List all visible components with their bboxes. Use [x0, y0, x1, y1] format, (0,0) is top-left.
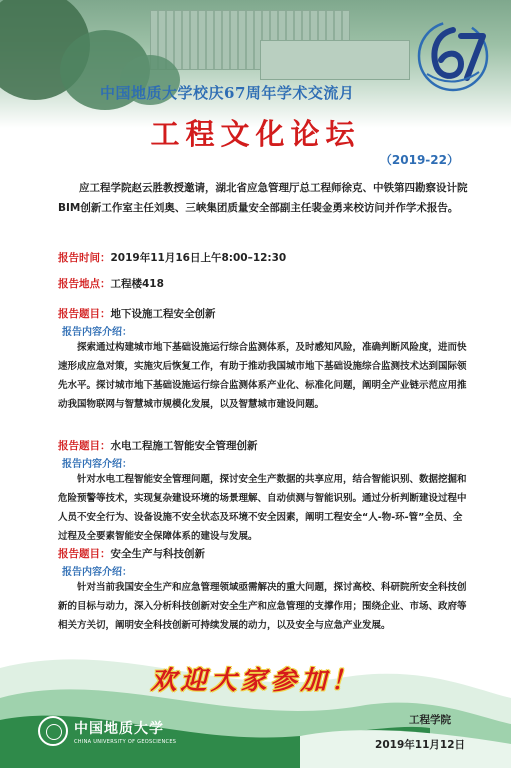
page-title: 工程文化论坛: [150, 117, 361, 151]
topic-title: 安全生产与科技创新: [110, 548, 205, 560]
signoff-date: 2019年11月12日: [375, 739, 465, 751]
topic-heading: [58, 546, 468, 561]
report-place-value: 工程楼418: [110, 278, 164, 290]
intro-paragraph: 应工程学院赵云胜教授邀请，湖北省应急管理厅总工程师徐克、中铁第四勘察设计院BIM创新工作室主任刘奥、三峡集团质量安全部副主任裴金勇来校访问并作学术报告。: [58, 182, 468, 214]
event-subtitle: 中国地质大学校庆67周年学术交流月: [100, 84, 355, 102]
report-time-label: 报告时间：: [58, 252, 111, 264]
topic-label: 报告题目：: [58, 548, 111, 560]
signoff-department: 工程学院: [409, 714, 451, 726]
report-place: [58, 276, 164, 291]
welcome-banner: 欢迎大家参加！: [150, 666, 361, 696]
topic-body: 针对当前我国安全生产和应急管理领域亟需解决的重大问题，探讨高校、科研院所安全科技创新的目标与动力，深入分析科技创新对安全生产和应急管理的支撑作用；围绕企业、市场、政府等相关方关切，阐明安全科技创新可持续发展的动力，以及安全与应急产业发展。: [58, 582, 467, 631]
topic-1: [58, 306, 468, 414]
topic-heading: [58, 438, 468, 453]
university-logo: [38, 716, 176, 746]
topic-title: 地下设施工程安全创新: [110, 308, 216, 320]
topic-intro-label: 报告内容介绍：: [62, 567, 132, 578]
topic-label: 报告题目：: [58, 308, 111, 320]
report-time-value: 2019年11月16日上午8:00–12:30: [110, 252, 287, 264]
topic-title: 水电工程施工智能安全管理创新: [110, 440, 258, 452]
issue-number: （2019-22）: [379, 153, 459, 167]
topic-3: [58, 546, 468, 635]
topic-body: 针对水电工程智能安全管理问题，探讨安全生产数据的共享应用，结合智能识别、数据挖掘和危险预警等技术，实现复杂建设环境的场景理解、自动侦测与智能识别。通过分析判断建设过程中人员不安全行为、设备设施不安全状态及环境不安全因素，阐明工程安全“人-物-环-管”全员、全过程及全要素智能安全保障体系的建设与发展。: [58, 474, 467, 542]
university-seal-icon: [38, 716, 68, 746]
report-time: [58, 250, 286, 265]
topic-intro-label: 报告内容介绍：: [62, 459, 132, 470]
topic-intro-label: 报告内容介绍：: [62, 327, 132, 338]
topic-heading: [58, 306, 468, 321]
university-name-cn: 中国地质大学: [74, 720, 164, 737]
signoff: [375, 712, 465, 752]
topic-2: [58, 438, 468, 546]
university-name-en: CHINA UNIVERSITY OF GEOSCIENCES: [74, 738, 177, 745]
university-name: [74, 718, 176, 745]
report-place-label: 报告地点：: [58, 278, 111, 290]
topic-label: 报告题目：: [58, 440, 111, 452]
building-block: [260, 40, 410, 80]
topic-body: 探索通过构建城市地下基础设施运行综合监测体系，及时感知风险，准确判断风险度，进而快速形成应急对策，实施灾后恢复工作，有助于推动我国城市地下基础设施综合监测技术达到国际领先水平。探讨城市地下基础设施运行综合监测体系产业化、标准化问题，阐明全产业链示范应用推动我国物联网与智慧城市规模化发展，以及智慧城市建设问题。: [58, 342, 467, 410]
